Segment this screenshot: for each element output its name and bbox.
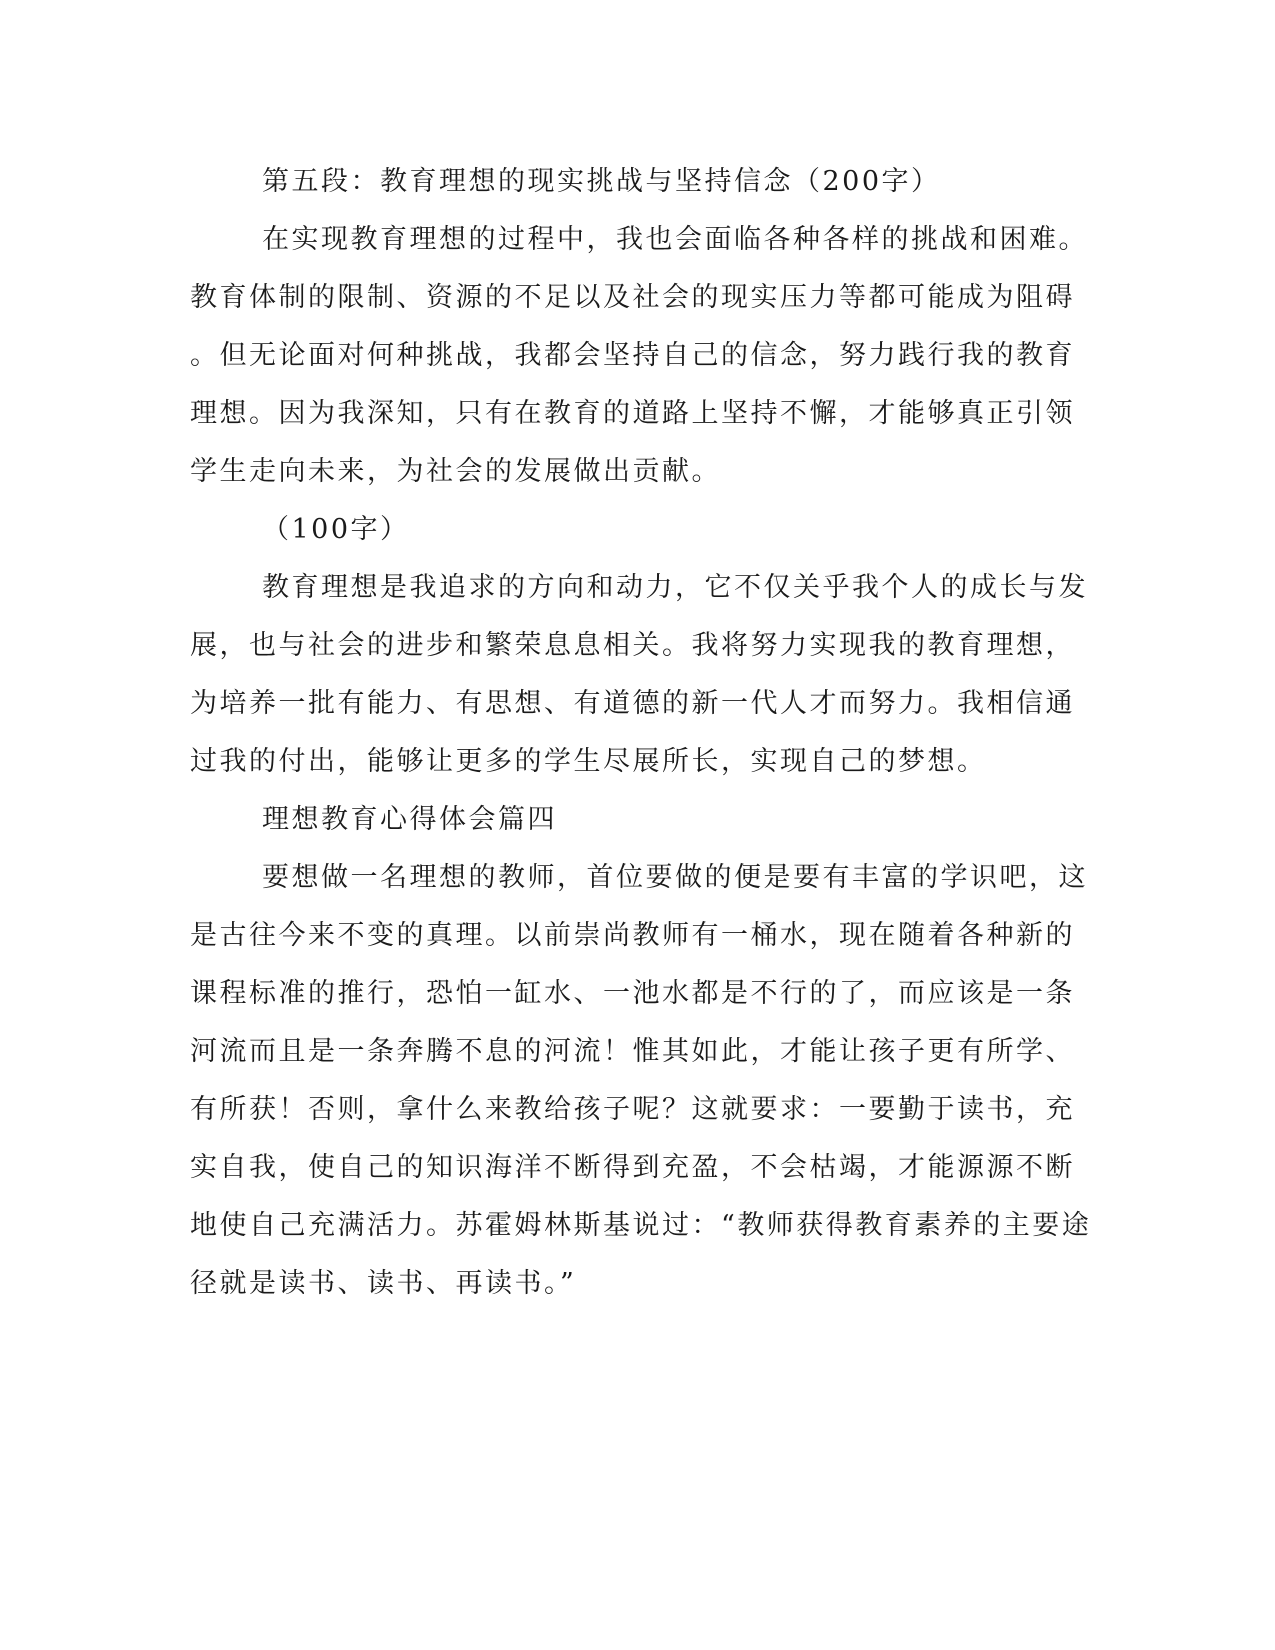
paragraph-line: 要想做一名理想的教师，首位要做的便是要有丰富的学识吧，这 xyxy=(262,862,1088,893)
paragraph-line: 径就是读书、读书、再读书。” xyxy=(190,1268,577,1299)
paragraph-line: 地使自己充满活力。苏霍姆林斯基说过：“教师获得教育素养的主要途 xyxy=(190,1210,1092,1241)
paragraph-line: 。但无论面对何种挑战，我都会坚持自己的信念，努力践行我的教育 xyxy=(190,340,1075,371)
section-title: 理想教育心得体会篇四 xyxy=(262,804,557,835)
paragraph-line: 教育理想是我追求的方向和动力，它不仅关乎我个人的成长与发 xyxy=(262,572,1088,603)
paragraph-line: 是古往今来不变的真理。以前崇尚教师有一桶水，现在随着各种新的 xyxy=(190,920,1075,951)
section-heading: 第五段：教育理想的现实挑战与坚持信念（200字） xyxy=(262,166,941,197)
section-heading: （100字） xyxy=(262,514,410,545)
paragraph-line: 理想。因为我深知，只有在教育的道路上坚持不懈，才能够真正引领 xyxy=(190,398,1075,429)
paragraph-line: 为培养一批有能力、有思想、有道德的新一代人才而努力。我相信通 xyxy=(190,688,1075,719)
paragraph-line: 展，也与社会的进步和繁荣息息相关。我将努力实现我的教育理想， xyxy=(190,630,1075,661)
paragraph-line: 有所获！否则，拿什么来教给孩子呢？这就要求：一要勤于读书，充 xyxy=(190,1094,1075,1125)
paragraph-line: 在实现教育理想的过程中，我也会面临各种各样的挑战和困难。 xyxy=(262,224,1088,255)
paragraph-line: 课程标准的推行，恐怕一缸水、一池水都是不行的了，而应该是一条 xyxy=(190,978,1075,1009)
paragraph-line: 教育体制的限制、资源的不足以及社会的现实压力等都可能成为阻碍 xyxy=(190,282,1075,313)
paragraph-line: 过我的付出，能够让更多的学生尽展所长，实现自己的梦想。 xyxy=(190,746,987,777)
paragraph-line: 学生走向未来，为社会的发展做出贡献。 xyxy=(190,456,721,487)
paragraph-line: 河流而且是一条奔腾不息的河流！惟其如此，才能让孩子更有所学、 xyxy=(190,1036,1075,1067)
paragraph-line: 实自我，使自己的知识海洋不断得到充盈，不会枯竭，才能源源不断 xyxy=(190,1152,1075,1183)
